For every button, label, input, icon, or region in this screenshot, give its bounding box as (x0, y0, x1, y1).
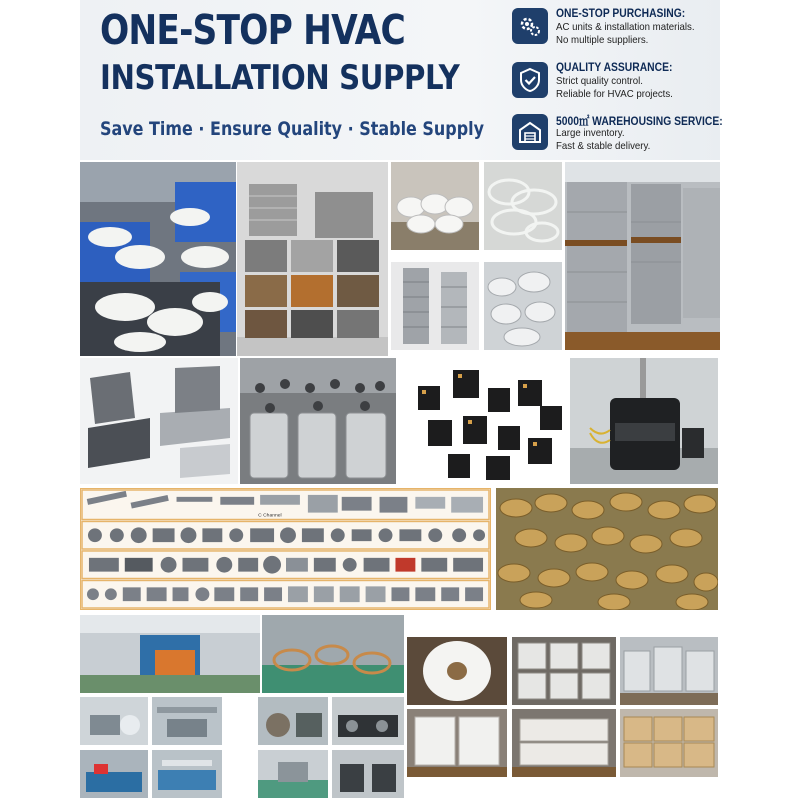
fan-motor-photo (570, 358, 718, 484)
factory-tile-photo (80, 697, 148, 745)
feature-heading: QUALITY ASSURANCE: (556, 60, 673, 74)
insulation-tubes-photo (484, 262, 562, 350)
aluminum-duct-photo (391, 262, 479, 350)
feature-line: AC units & installation materials. (556, 21, 695, 33)
cable-tray-stock-photo (565, 162, 720, 350)
clear-tubing-photo (484, 162, 562, 250)
hero-banner (80, 0, 723, 160)
carton-stock-photo (620, 709, 718, 777)
banner-title-line2: INSTALLATION SUPPLY (100, 58, 460, 98)
feature-heading: 5000㎡ WAREHOUSING SERVICE: (556, 114, 723, 128)
floor-box-photo (80, 358, 238, 484)
factory-tile-photo (258, 750, 328, 798)
pallet-stock-photo (512, 709, 616, 777)
factory-tile-photo (80, 750, 148, 798)
factory-tile-photo (332, 697, 404, 745)
factory-machine-photo (80, 615, 260, 693)
warehouse-boxes-photo (620, 637, 718, 705)
factory-tile-photo (152, 750, 222, 798)
feature-line: Strict quality control. (556, 75, 643, 87)
feature-line: Large inventory. (556, 127, 625, 139)
banner-tagline: Save Time · Ensure Quality · Stable Supply (100, 118, 485, 140)
feature-warehousing-service (512, 112, 723, 160)
feature-line: Fast & stable delivery. (556, 140, 651, 152)
warehouse-icon (512, 114, 548, 150)
brass-fittings-photo (496, 488, 718, 610)
contactors-photo (398, 358, 568, 484)
factory-tile-photo (258, 697, 328, 745)
c-channel-label: C Channel (258, 513, 282, 519)
pvc-fittings-photo (80, 162, 236, 356)
banner-title-line1: ONE-STOP HVAC (100, 6, 405, 54)
factory-tile-photo (332, 750, 404, 798)
feature-quality-assurance (512, 60, 717, 108)
feature-one-stop-purchasing (512, 6, 717, 54)
shield-check-icon (512, 62, 548, 98)
feature-line: No multiple suppliers. (556, 34, 649, 46)
ventilation-grilles-photo (237, 162, 388, 356)
factory-tile-photo (152, 697, 222, 745)
cable-spools-photo (512, 637, 616, 705)
capacitors-photo (240, 358, 396, 484)
gears-icon (512, 8, 548, 44)
feature-line: Reliable for HVAC projects. (556, 88, 673, 100)
feature-heading: ONE-STOP PURCHASING: (556, 6, 686, 20)
cable-reel-photo (407, 637, 507, 705)
pallet-stock-photo (407, 709, 507, 777)
copper-coil-production-photo (262, 615, 404, 693)
product-catalog-grid (80, 488, 491, 610)
wire-coils-photo (391, 162, 479, 250)
